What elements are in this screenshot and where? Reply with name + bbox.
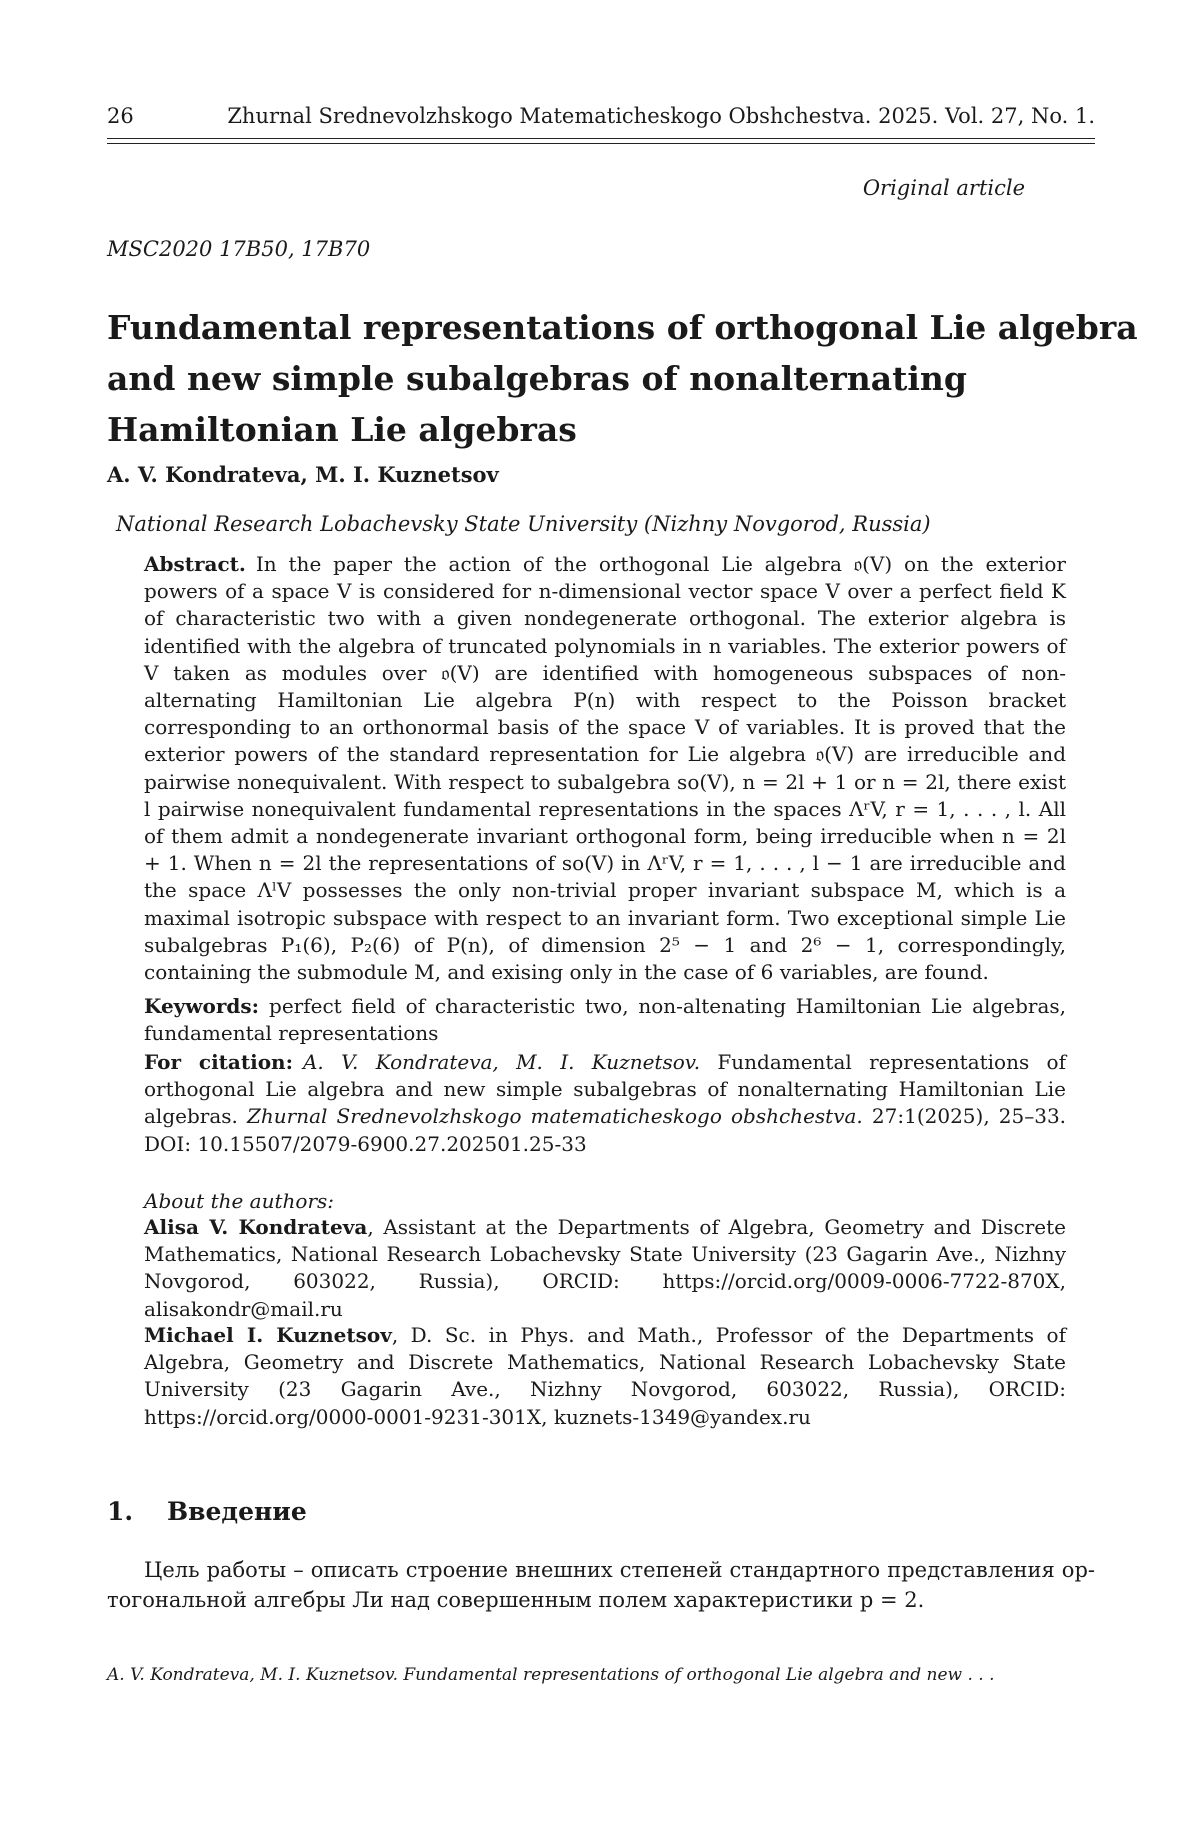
abstract-label: Abstract. bbox=[144, 552, 246, 576]
author-details: , D. Sc. in Phys. and Math., Professor of the Departments of Algebra, Geometry and Discrete Mathematics, National Research Lobachevsky State University (23 Gagarin Ave., Nizhny Novgorod, 603022, Russia), ORCID: https://orcid.org/0000-0001-9231-301X, kuznets-1349@yandex.ru bbox=[144, 1323, 1066, 1429]
intro-paragraph bbox=[107, 1555, 1095, 1615]
article-type: Original article bbox=[862, 176, 1025, 200]
msc-codes: MSC2020 17B50, 17B70 bbox=[107, 237, 371, 261]
about-authors-label: About the authors: bbox=[144, 1189, 334, 1213]
author-name: Alisa V. Kondrateva bbox=[144, 1215, 368, 1239]
journal-name: Zhurnal Srednevolzhskogo Matematicheskogo Obshchestva. 2025. Vol. 27, No. 1. bbox=[227, 104, 1095, 128]
author-name: Michael I. Kuznetsov bbox=[144, 1323, 392, 1347]
citation-authors: A. V. Kondrateva, M. I. Kuznetsov. bbox=[302, 1050, 701, 1074]
keywords-label: Keywords: bbox=[144, 994, 260, 1018]
section-heading bbox=[107, 1497, 307, 1526]
page-number: 26 bbox=[107, 104, 134, 128]
author-list: A. V. Kondrateva, M. I. Kuznetsov bbox=[107, 462, 499, 487]
abstract-text: In the paper the action of the orthogonal Lie algebra 𝔬(V) on the exterior powers of a space V is considered for n-dimensional vector space V over a perfect field K of characteristic two with a given nondegenerate orthogonal. The exterior algebra is identified with the algebra of truncated polynomials in n variables. The exterior powers of V taken as modules over 𝔬(V) are identified with homogeneous subspaces of non-alternating Hamiltonian Lie algebra P(n) with respect to the Poisson bracket corresponding to an orthonormal basis of the space V of variables. It is proved that the exterior powers of the standard representation for Lie algebra 𝔬(V) are irreducible and pairwise nonequivalent. With respect to subalgebra so(V), n = 2l + 1 or n = 2l, there exist l pairwise nonequivalent fundamental representations in the spaces ΛʳV, r = 1, . . . , l. All of them admit a nondegenerate invariant orthogonal form, being irreducible when n = 2l + 1. When n = 2l the representations of so(V) in ΛʳV, r = 1, . . . , l − 1 are irreducible and the space ΛˡV possesses the only non-trivial proper invariant subspace M, which is a maximal isotropic subspace with respect to an invariant form. Two exceptional simple Lie subalgebras P₁(6), P₂(6) of P(n), of dimension 2⁵ − 1 and 2⁶ − 1, correspondingly, containing the submodule M, and exising only in the case of 6 variables, are found. bbox=[144, 552, 1066, 985]
affiliation: National Research Lobachevsky State University (Nizhny Novgorod, Russia) bbox=[116, 512, 931, 536]
abstract bbox=[144, 551, 1066, 986]
keywords-text: perfect field of characteristic two, non-altenating Hamiltonian Lie algebras, fundamental representations bbox=[144, 994, 1066, 1046]
author-details: , Assistant at the Departments of Algebra, Geometry and Discrete Mathematics, National Research Lobachevsky State University (23 Gagarin Ave., Nizhny Novgorod, 603022, Russia), ORCID: https://orcid.org/0009-0006-7722-870X, alisakondr@mail.ru bbox=[144, 1215, 1066, 1321]
author-bio bbox=[144, 1214, 1066, 1323]
keywords bbox=[144, 993, 1066, 1047]
author-bio bbox=[144, 1322, 1066, 1431]
citation-title: Fundamental representations of orthogonal Lie algebra and new simple subalgebras of nonalternating Hamiltonian Lie algebras. bbox=[144, 1050, 1066, 1129]
citation-journal: Zhurnal Srednevolzhskogo matematicheskogo obshchestva. bbox=[246, 1104, 863, 1129]
title-line: and new simple subalgebras of nonalternating bbox=[107, 359, 967, 398]
citation-label: For citation: bbox=[144, 1050, 293, 1074]
running-footer: A. V. Kondrateva, M. I. Kuznetsov. Fundamental representations of orthogonal Lie algebra and new . . . bbox=[107, 1665, 995, 1685]
section-title: Введение bbox=[167, 1497, 307, 1526]
paper-title bbox=[107, 302, 1138, 455]
intro-line: тогональной алгебры Ли над совершенным полем характеристики p = 2. bbox=[107, 1588, 925, 1612]
citation-details: 27:1(2025), 25–33. DOI: 10.15507/2079-6900.27.202501.25-33 bbox=[144, 1104, 1067, 1156]
header-rule-top bbox=[107, 138, 1095, 139]
section-number: 1. bbox=[107, 1497, 134, 1526]
title-line: Hamiltonian Lie algebras bbox=[107, 410, 577, 449]
title-line: Fundamental representations of orthogonal Lie algebra bbox=[107, 308, 1138, 347]
citation bbox=[144, 1049, 1066, 1158]
header-rule-bottom bbox=[107, 143, 1095, 144]
intro-line: Цель работы – описать строение внешних степеней стандартного представления ор- bbox=[144, 1558, 1095, 1582]
